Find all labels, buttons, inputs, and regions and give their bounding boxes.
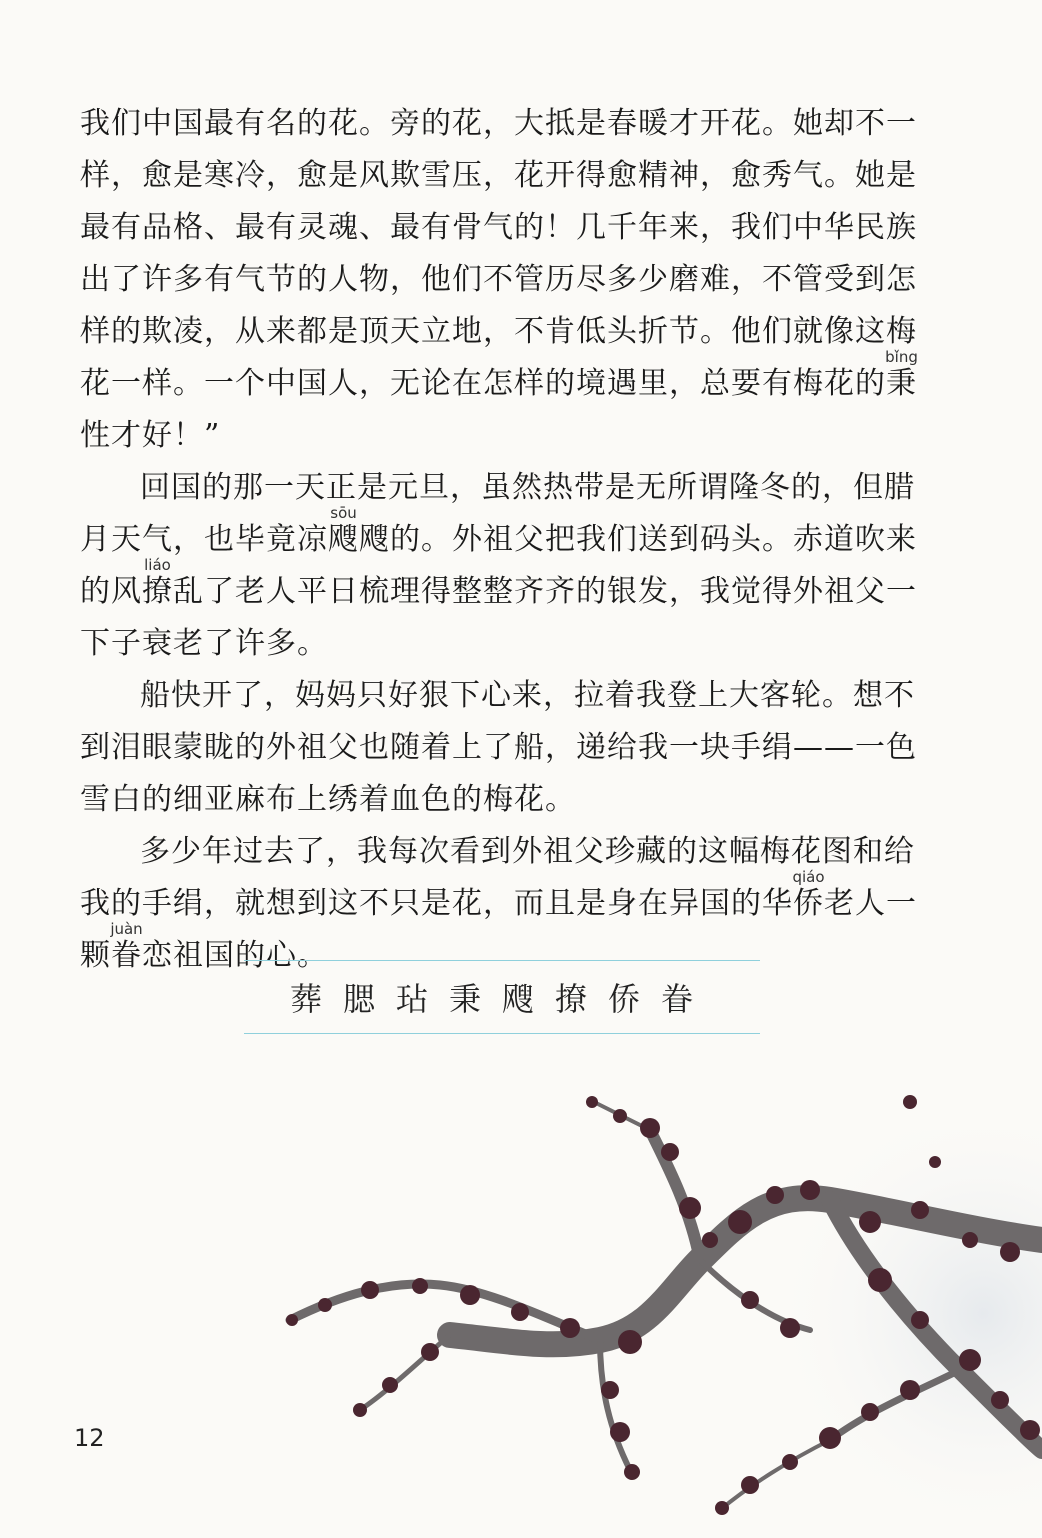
paragraph-2 (80, 462, 940, 670)
paragraph-4-text: 多少年过去了，我每次看到外祖父珍藏的这幅梅花图和给我的手绢，就想到这不只是花，而且是身在异国的华 (80, 834, 915, 921)
story-text (80, 98, 940, 982)
paragraph-4 (80, 826, 940, 982)
paragraph-4-text-mid: 老人一颗 (80, 886, 917, 973)
paragraph-2-text: 回国的那一天正是元旦，虽然热带是无所谓隆冬的，但腊月天气，也毕竟凉 (80, 470, 915, 557)
page-number: 12 (74, 1424, 105, 1452)
paragraph-1 (80, 98, 940, 462)
paragraph-2-text-end: 乱了老人平日梳理得整整齐齐的银发，我觉得外祖父一下子衰老了许多。 (80, 574, 917, 661)
pinyin-annotation-qiao: 侨qiáo (792, 868, 825, 921)
new-words-box (244, 960, 760, 1034)
plum-blossom-branch-painting (270, 1090, 1042, 1538)
paragraph-2-text-mid: 飕的。外祖父把我们送到码头。赤道吹来的风 (80, 522, 917, 609)
paragraph-3: 船快开了，妈妈只好狠下心来，拉着我登上大客轮。想不到泪眼蒙眬的外祖父也随着上了船，递给我一块手绢——一色雪白的细亚麻布上绣着血色的梅花。 (80, 678, 917, 817)
pinyin-annotation-bing: 秉bǐng (885, 348, 918, 401)
new-words-list: 葬腮玷秉飕撩侨眷 (289, 980, 714, 1018)
paragraph-1-text-end: 性才好！” (80, 418, 221, 453)
paragraph-4-text-end: 恋祖国的心。 (142, 938, 328, 973)
paragraph-1-text: 我们中国最有名的花。旁的花，大抵是春暖才开花。她却不一样，愈是寒冷，愈是风欺雪压，花开得愈精神，愈秀气。她是最有品格、最有灵魂、最有骨气的！几千年来，我们中华民族出了许多有气节的人物，他们不管历尽多少磨难，不管受到怎样的欺凌，从来都是顶天立地，不肯低头折节。他们就像这梅花一样。一个中国人，无论在怎样的境遇里，总要有梅花的 (80, 106, 917, 401)
pinyin-annotation-juan: 眷juàn (110, 920, 143, 973)
pinyin-annotation-liao: 撩liáo (142, 556, 173, 609)
pinyin-annotation-sou: 飕sōu (328, 504, 359, 557)
